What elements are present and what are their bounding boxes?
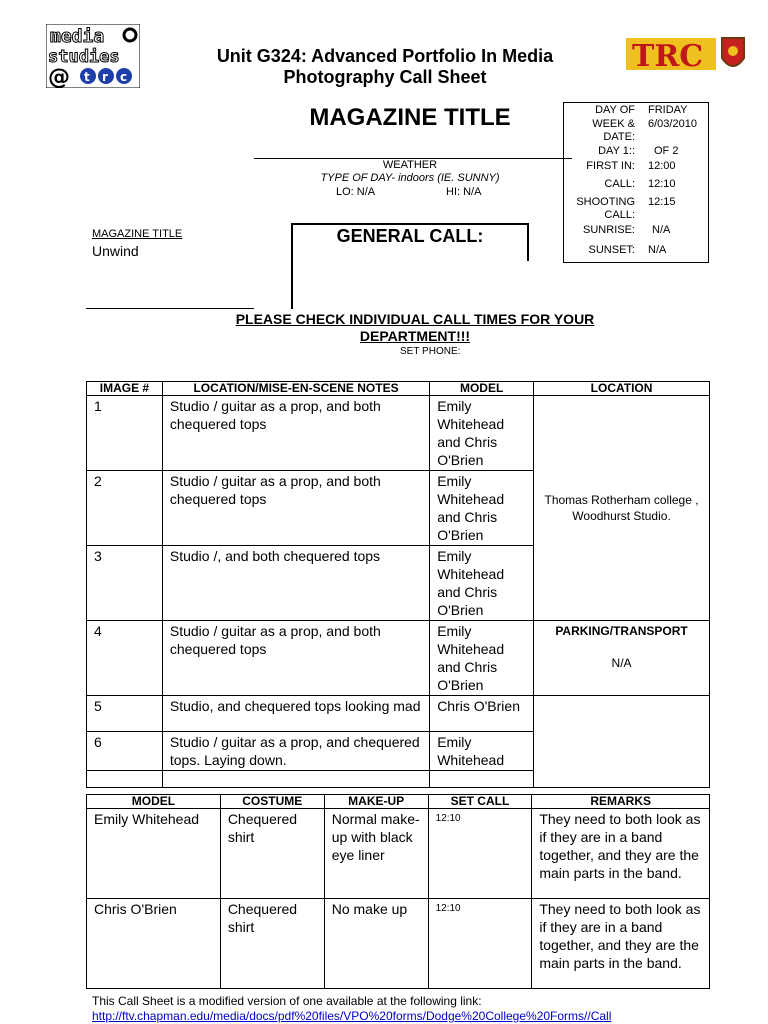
model-cell: Chris O'Brien [87,899,221,989]
model-cell: Emily Whitehead and Chris O'Brien [430,396,534,471]
scene-notes: Studio / guitar as a prop, and both chequered tops [162,396,429,471]
table-row [87,899,710,989]
model-cell: Emily Whitehead and Chris O'Brien [430,471,534,546]
type-of-day: TYPE OF DAY- indoors (IE. SUNNY) [320,172,500,184]
column-header: MODEL [430,382,534,396]
trc-logo [626,36,746,74]
makeup-cell: No make up [324,899,428,989]
column-header: MAKE-UP [324,795,428,809]
magazine-title-value: Unwind [92,243,139,259]
image-number: 5 [87,696,163,732]
set-call-cell: 12:10 [428,809,532,899]
table-row [87,809,710,899]
source-link[interactable]: http://ftv.chapman.edu/media/docs/pdf%20files/VPO%20forms/Dodge%20College%20Forms//Call [92,1009,612,1023]
temp-lo: LO: N/A [336,186,376,198]
image-number: 1 [87,396,163,471]
schedule-info-box: DAY OF FRIDAY WEEK & 6/03/2010 DATE: DAY 1:: OF 2 FIRST IN: 12:00 CALL: 12:10 SHOOTING 12:15 CALL: SUNRISE: N/A SUNSET: N/A [563,102,709,263]
makeup-cell: Normal make- up with black eye liner [324,809,428,899]
costume-cell: Chequered shirt [220,809,324,899]
scene-notes: Studio / guitar as a prop, and both chequered tops [162,621,429,696]
empty-cell [430,771,534,788]
parking-cell [534,621,710,696]
model-cell: Emily Whitehead [430,732,534,771]
header-line-2: Photography Call Sheet [283,67,487,87]
footer-note: This Call Sheet is a modified version of one available at the following link: [92,994,482,1008]
svg-text:c: c [120,70,128,84]
call-times-notice: PLEASE CHECK INDIVIDUAL CALL TIMES FOR YOUR DEPARTMENT!!! [235,311,595,344]
empty-cell [534,696,710,788]
scene-notes: Studio, and chequered tops looking mad [162,696,429,732]
column-header: IMAGE # [87,382,163,396]
scene-notes: Studio /, and both chequered tops [162,546,429,621]
image-number: 6 [87,732,163,771]
shot-list-table [86,381,710,788]
table-row [87,396,710,471]
scene-notes: Studio / guitar as a prop, and chequered tops. Laying down. [162,732,429,771]
weather-block [300,159,520,185]
weather-label: WEATHER [382,159,438,171]
svg-text:@: @ [48,65,70,88]
column-header: COSTUME [220,795,324,809]
column-header: LOCATION [534,382,710,396]
column-header: LOCATION/MISE-EN-SCENE NOTES [162,382,429,396]
empty-cell [87,771,163,788]
document-header [160,46,610,88]
set-phone-label: SET PHONE: [400,346,461,357]
image-number: 4 [87,621,163,696]
model-cell: Emily Whitehead and Chris O'Brien [430,621,534,696]
parking-value: N/A [611,656,632,670]
model-cell: Emily Whitehead and Chris O'Brien [430,546,534,621]
svg-text:r: r [102,70,108,84]
cast-table [86,794,710,989]
divider [86,308,254,309]
temperature [336,186,536,198]
media-studies-logo [46,24,140,88]
empty-cell [162,771,429,788]
column-header: REMARKS [532,795,710,809]
image-number: 3 [87,546,163,621]
footer [92,994,611,1024]
remarks-cell: They need to both look as if they are in a band together, and they are the main parts in the band. [532,809,710,899]
location-cell: Thomas Rotherham college , Woodhurst Studio. [534,396,710,621]
column-header: SET CALL [428,795,532,809]
svg-text:TRC: TRC [632,39,704,74]
parking-label: PARKING/TRANSPORT [555,624,688,638]
svg-text:t: t [84,70,90,84]
model-cell: Chris O'Brien [430,696,534,732]
scene-notes: Studio / guitar as a prop, and both chequered tops [162,471,429,546]
remarks-cell: They need to both look as if they are in a band together, and they are the main parts in the band. [532,899,710,989]
image-number: 2 [87,471,163,546]
model-cell: Emily Whitehead [87,809,221,899]
general-call-box-edge [527,223,529,261]
magazine-heading: MAGAZINE TITLE [309,104,511,131]
set-call-cell: 12:10 [428,899,532,989]
column-header: MODEL [87,795,221,809]
table-header-row [87,382,710,396]
svg-text:media: media [50,26,105,47]
table-header-row [87,795,710,809]
header-line-1: Unit G324: Advanced Portfolio In Media [216,46,554,66]
magazine-title-label: MAGAZINE TITLE [92,228,183,240]
table-row [87,696,710,732]
general-call-heading: GENERAL CALL: [336,226,484,246]
svg-text:studies: studies [48,47,120,67]
table-row [87,621,710,696]
costume-cell: Chequered shirt [220,899,324,989]
temp-hi: HI: N/A [446,186,482,198]
